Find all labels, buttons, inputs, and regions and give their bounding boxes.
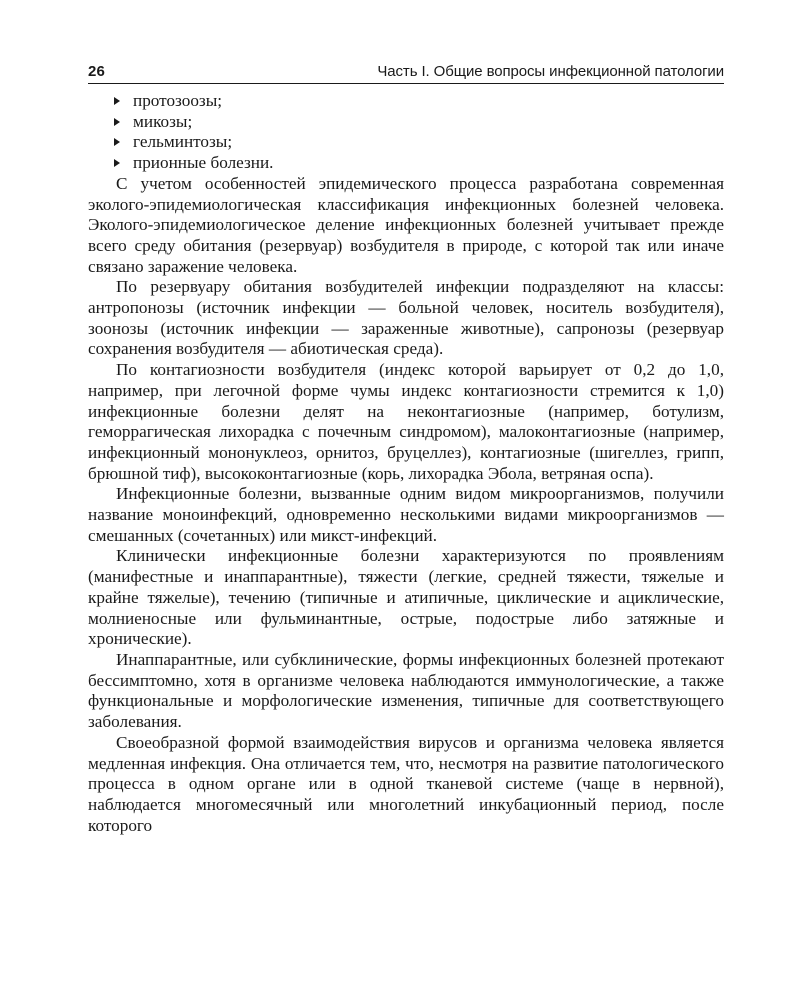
list-item [88,112,724,133]
list-item [88,132,724,153]
page-number: 26 [88,63,106,80]
chapter-title: Часть I. Общие вопросы инфекционной патологии [377,63,724,80]
triangle-bullet-icon [114,138,120,146]
paragraph: По резервуару обитания возбудителей инфекции подразделяют на классы: антропонозы (источник инфекции — больной человек, носитель возбудителя), зоонозы (источник инфекции — зараженные животные), сапронозы (резервуар сохранения возбудителя — абиотическая среда). [88,277,724,359]
list-item-text: гельминтозы; [133,132,233,152]
paragraph: Инаппарантные, или субклинические, формы инфекционных болезней протекают бессимптомно, хотя в организме человека наблюдаются иммунологические, а также функциональные и морфологические изменения, типичные для соответствующего заболевания. [88,649,724,732]
list-item [88,91,724,112]
triangle-bullet-icon [114,118,120,126]
book-page [88,60,724,836]
paragraph: Клинически инфекционные болезни характеризуются по проявлениям (манифестные и инаппарантные), тяжести (легкие, средней тяжести, тяжелые и крайне тяжелые), течению (типичные и атипичные, циклические и ациклические, молниеносные или фульминантные, острые, подострые либо затяжные и хронические). [88,546,724,649]
paragraph: С учетом особенностей эпидемического процесса разработана современная эколого-эпидемиологическая классификация инфекционных болезней человека. Эколого-эпидемиологическое деление инфекционных болезней учитывает прежде всего среду обитания (резервуар) возбудителя в природе, с которой так или иначе связано заражение человека. [88,173,724,276]
triangle-bullet-icon [114,159,120,167]
list-item-text: микозы; [133,111,193,131]
list-item [88,153,724,174]
paragraph: Инфекционные болезни, вызванные одним видом микроорганизмов, получили название моноинфекций, одновременно несколькими видами микроорганизмов — смешанных (сочетанных) или микст-инфекций. [88,484,724,545]
paragraph: По контагиозности возбудителя (индекс которой варьирует от 0,2 до 1,0, например, при легочной форме чумы индекс контагиозности стремится к 1,0) инфекционные болезни делят на неконтагиозные (например, ботулизм, геморрагическая лихорадка с почечным синдромом), малоконтагиозные (например, инфекционный мононуклеоз, орнитоз, бруцеллез), контагиозные (шигеллез, грипп, брюшной тиф), высококонтагиозные (корь, лихорадка Эбола, ветряная оспа). [88,360,724,483]
running-head [88,60,724,84]
bullet-list [88,91,724,174]
list-item-text: протозоозы; [133,91,223,110]
triangle-bullet-icon [114,97,120,105]
paragraph: Своеобразной формой взаимодействия вирусов и организма человека является медленная инфекция. Она отличается тем, что, несмотря на развитие патологического процесса в одном органе или в одной тканевой системе (чаще в нервной), наблюдается многомесячный или многолетний инкубационный период, после которого [88,732,724,835]
body-text [88,91,724,836]
list-item-text: прионные болезни. [133,153,274,173]
